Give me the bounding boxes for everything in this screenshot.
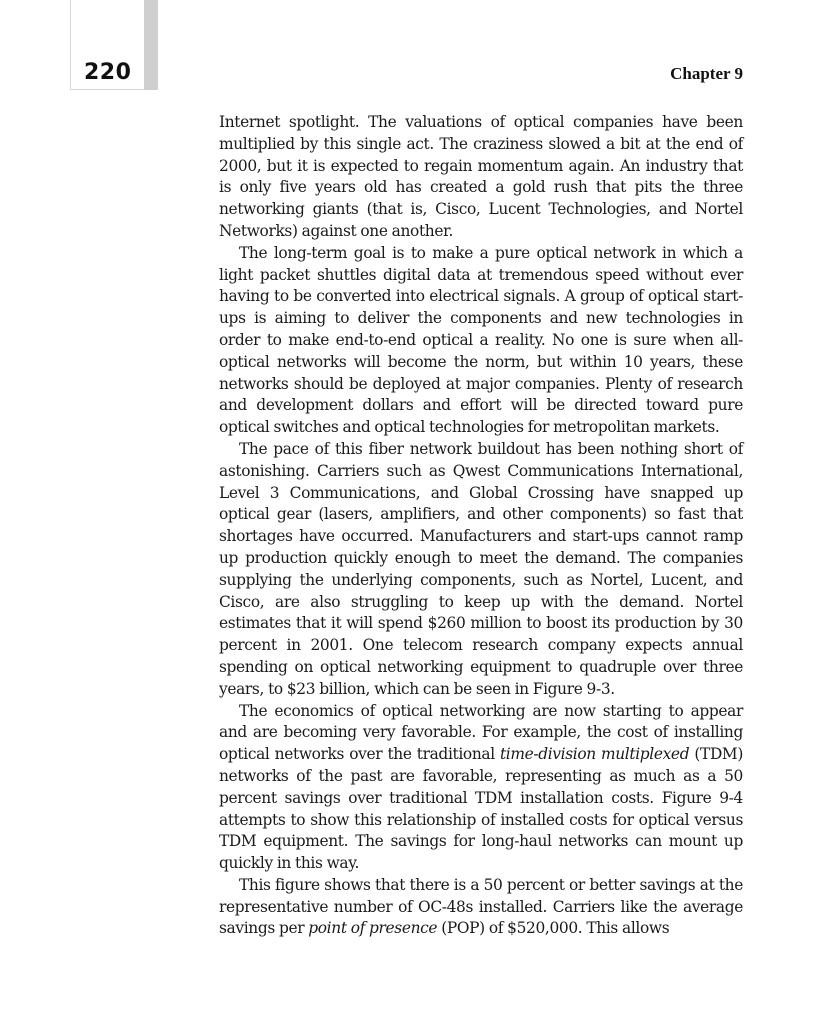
term-tdm: time-division multiplexed xyxy=(499,745,690,764)
paragraph-1: Internet spotlight. The valuations of optical companies have been multiplied by this single act. The craziness slowed a bit at the end of 2000, but it is expected to regain momentum again. An industry that is only five years old has created a gold rush that pits the three networking giants (that is, Cisco, Lucent Technologies, and Nortel Networks) against one another. xyxy=(219,113,743,240)
paragraph-5-text-a: This figure shows that there is a 50 percent or better savings at the representative number of OC-48s installed. Carriers like the average savings per xyxy=(219,875,743,938)
body-text xyxy=(219,112,743,940)
page-number: 220 xyxy=(84,60,132,85)
paragraph-5 xyxy=(219,875,743,940)
paragraph-4-text-b: (TDM) networks of the past are favorable, representing as much as a 50 percent savings over traditional TDM installation costs. Figure 9-4 attempts to show this relationship of installed costs for optical versus TDM equipment. The savings for long-haul networks can mount up quickly in this way. xyxy=(219,745,743,873)
paragraph-4 xyxy=(219,701,743,875)
paragraph-4-text-a: The economics of optical networking are now starting to appear and are becoming very favorable. For example, the cost of installing optical networks over the traditional xyxy=(219,701,743,764)
paragraph-2: The long-term goal is to make a pure optical network in which a light packet shuttles digital data at tremendous speed without ever having to be converted into electrical signals. A group of optical start-ups is aiming to deliver the components and new technologies in order to make end-to-end optical a reality. No one is sure when all-optical networks will become the norm, but within 10 years, these networks should be deployed at major companies. Plenty of research and development dollars and effort will be directed toward pure optical switches and optical technologies for metropolitan markets. xyxy=(219,243,743,437)
page-tab-bar xyxy=(144,0,158,90)
paragraph-5-text-b: (POP) of $520,000. This allows xyxy=(437,919,670,938)
paragraph-3: The pace of this fiber network buildout has been nothing short of astonishing. Carriers such as Qwest Communications International, Level 3 Communications, and Global Crossing have snapped up optical gear (lasers, amplifiers, and other components) so fast that shortages have occurred. Manufacturers and start-ups cannot ramp up production quickly enough to meet the demand. The companies supplying the underlying components, such as Nortel, Lucent, and Cisco, are also struggling to keep up with the demand. Nortel estimates that it will spend $260 million to boost its production by 30 percent in 2001. One telecom research company expects annual spending on optical networking equipment to quadruple over three years, to $23 billion, which can be seen in Figure 9-3. xyxy=(219,439,743,698)
term-pop: point of presence xyxy=(308,919,438,938)
chapter-heading: Chapter 9 xyxy=(670,64,743,83)
